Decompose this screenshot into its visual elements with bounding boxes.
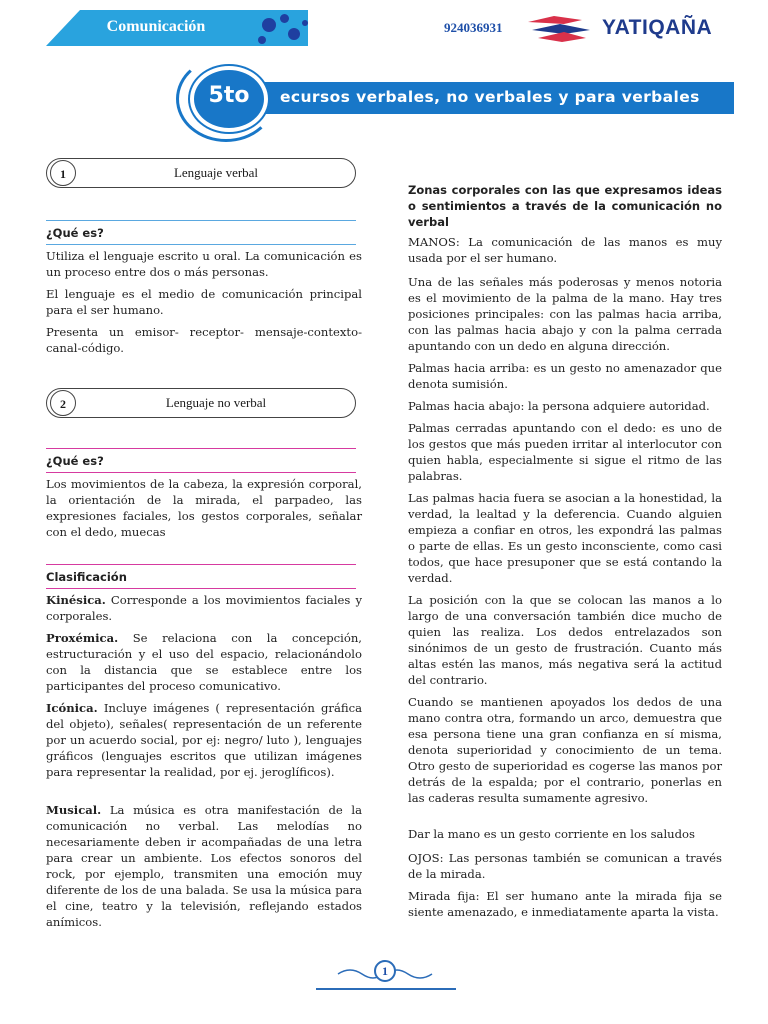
section-label: Lenguaje verbal	[173, 165, 259, 180]
brand-logo-icon	[524, 12, 594, 46]
section-tab-lenguaje-no-verbal	[46, 388, 356, 422]
footer-line-icon	[316, 988, 456, 990]
phone-number: 924036931	[444, 20, 503, 35]
definition: Corresponde a los movimientos faciales y corporales.	[46, 593, 362, 623]
section-number: 2	[50, 390, 76, 416]
divider	[46, 472, 356, 473]
ojos-paragraph: OJOS: Las personas también se comunican a través de la mirada.	[408, 851, 722, 881]
divider	[46, 244, 356, 245]
section-label: Lenguaje no verbal	[165, 395, 267, 410]
divider	[46, 564, 356, 565]
term: Icónica.	[46, 701, 98, 715]
paragraph: Una de las señales más poderosas y menos notoria es el movimiento de la palma de la mano. Hay tres posiciones principales: con las palmas hacia arriba, con las palmas hacia abajo y con la palma cerrada apuntando con un dedo en alguna dirección.	[408, 275, 722, 353]
decorative-dots-icon	[258, 14, 318, 46]
paragraph: El lenguaje es el medio de comunicación principal para el ser humano.	[46, 287, 362, 317]
paragraph: Mirada fija: El ser humano ante la mirada fija se siente amenazado, e inmediatamente aparta la vista.	[408, 889, 722, 919]
definition: La música es otra manifestación de la comunicación no verbal. Las melodías no necesariamente deben ir acompañadas de una letra para crear un ambiente. Los efectos sonoros del rock, por ejemplo, transmiten una emoción muy diferente de los de una balada. Se usa la música para el cine, teatro y la televisión, reflejando estados anímicos.	[46, 803, 362, 929]
paragraph: Cuando se mantienen apoyados los dedos de una mano contra otra, formando un arco, demuestra que esa persona tiene una gran confianza en sí misma, denota superioridad y conocimiento de un tema. Otro gesto de superioridad es cogerse las manos por detrás de la espalda; por el contrario, ponerlas en las caderas resulta sumamente agresivo.	[408, 695, 722, 805]
term: Musical.	[46, 803, 102, 817]
divider	[46, 588, 356, 589]
manos-paragraph: MANOS: La comunicación de las manos es muy usada por el ser humano.	[408, 235, 722, 265]
paragraph: Las palmas hacia fuera se asocian a la honestidad, la verdad, la lealtad y la deferencia. Cuando alguien empieza a confiar en otros, les expondrá las palmas o parte de ellas. Es un gesto inconsciente, como casi todos, que hace presuponer que se está contando la verdad.	[408, 491, 722, 585]
page-number-label: 1	[374, 960, 396, 982]
proxemica-paragraph	[46, 630, 362, 694]
divider	[46, 448, 356, 449]
paragraph: Los movimientos de la cabeza, la expresión corporal, la orientación de la mirada, el parpadeo, las expresiones faciales, los gestos corporales, señalar con el dedo, muecas	[46, 477, 362, 539]
term: Kinésica.	[46, 593, 106, 607]
paragraph: Presenta un emisor- receptor- mensaje-contexto-canal-código.	[46, 325, 362, 355]
musical-paragraph	[46, 802, 362, 930]
section-number: 1	[50, 160, 76, 186]
term: Proxémica.	[46, 631, 119, 645]
definition: Se relaciona con la concepción, estructuración y el uso del espacio, relacionándolo con la distancia que se establece entre los participantes del proceso comunicativo.	[46, 631, 362, 693]
section-heading: ¿Qué es?	[46, 454, 104, 468]
section-tab-lenguaje-verbal	[46, 158, 356, 192]
paragraph: Palmas cerradas apuntando con el dedo: es uno de los gestos que más pueden irritar al interlocutor con quien habla, especialmente si sigue el ritmo de las palabras.	[408, 421, 722, 483]
zones-heading: Zonas corporales con las que expresamos ideas o sentimientos a través de la comunicación no verbal	[408, 183, 722, 229]
brand-name: YATIQAÑA	[602, 16, 713, 39]
subject-label: Comunicación	[106, 18, 206, 35]
grade-label: 5to	[208, 83, 250, 108]
section-heading: ¿Qué es?	[46, 226, 104, 240]
paragraph: Palmas hacia arriba: es un gesto no amenazador que denota sumisión.	[408, 361, 722, 391]
divider	[46, 220, 356, 221]
title-band	[232, 82, 734, 114]
paragraph: Utiliza el lenguaje escrito u oral. La comunicación es un proceso entre dos o más personas.	[46, 249, 362, 279]
definition: Incluye imágenes ( representación gráfica del objeto), señales( representación de un referente por un acuerdo social, por ej: negro/ luto ), lenguajes gráficos (lenguajes escritos que utilizan imágenes para representar la realidad, por ej. jeroglíficos).	[46, 701, 362, 779]
page-number	[362, 960, 406, 986]
kinesica-paragraph	[46, 592, 362, 624]
paragraph: Dar la mano es un gesto corriente en los saludos	[408, 827, 695, 841]
classification-heading: Clasificación	[46, 570, 127, 584]
paragraph: Palmas hacia abajo: la persona adquiere autoridad.	[408, 399, 710, 413]
grade-badge	[190, 66, 268, 132]
page-title: ecursos verbales, no verbales y para verbales	[280, 88, 700, 106]
paragraph: La posición con la que se colocan las manos a lo largo de una conversación también dice mucho de quien las realiza. Los dedos entrelazados son sinónimos de un gesto de frustración. Cuanto más altas estén las manos, más negativa será la actitud del contrario.	[408, 593, 722, 687]
iconica-paragraph	[46, 700, 362, 780]
